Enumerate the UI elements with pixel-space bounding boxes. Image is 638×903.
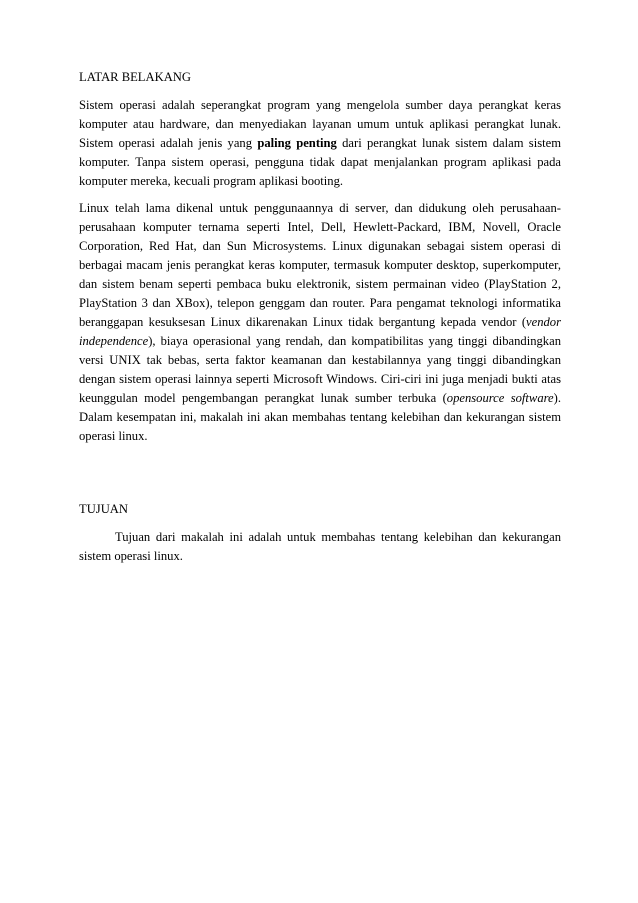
bold-phrase: paling penting (257, 136, 337, 150)
paragraph-text: Linux telah lama dikenal untuk penggunaannya di server, dan didukung oleh perusahaan-perusahaan komputer ternama seperti Intel, Dell, Hewlett-Packard, IBM, Novell, Oracle Corporation, Red Hat, dan Sun Microsystems. Linux digunakan sebagai sistem operasi di berbagai macam jenis perangkat keras komputer, termasuk komputer desktop, superkomputer, dan sistem benam seperti pembaca buku elektronik, sistem permainan video (PlayStation 2, PlayStation 3 dan XBox), telepon genggam dan router. Para pengamat teknologi informatika beranggapan kesuksesan Linux dikarenakan Linux tidak bergantung kepada vendor ( (79, 201, 561, 329)
heading-tujuan: TUJUAN (79, 502, 128, 516)
italic-phrase-opensource-software: opensource software (446, 391, 554, 405)
paragraph-tujuan: Tujuan dari makalah ini adalah untuk membahas tentang kelebihan dan kekurangan sistem operasi linux. (79, 530, 561, 563)
heading-latar-belakang: LATAR BELAKANG (79, 70, 191, 84)
paragraph-sistem-operasi (79, 96, 561, 191)
paragraph-text: ), biaya operasional yang rendah, dan kompatibilitas yang tinggi dibandingkan versi UNIX tak bebas, serta faktor keamanan dan kestabilannya yang tinggi dibandingkan dengan sistem operasi lainnya seperti Microsoft Windows. Ciri-ciri ini juga menjadi bukti atas keunggulan model pengembangan perangkat lunak sumber terbuka ( (79, 334, 561, 405)
paragraph-linux (79, 199, 561, 446)
section-spacer (79, 454, 561, 500)
document-body (79, 68, 561, 574)
paragraph-text: ). Dalam kesempatan ini, makalah ini akan membahas tentang kelebihan dan kekurangan sistem operasi linux. (79, 391, 561, 443)
italic-phrase-vendor-independence: vendor independence (79, 315, 561, 348)
paragraph-text: dari perangkat lunak sistem dalam sistem komputer. Tanpa sistem operasi, pengguna tidak dapat menjalankan program aplikasi pada komputer mereka, kecuali program aplikasi booting. (79, 136, 561, 188)
paragraph-text: Sistem operasi adalah seperangkat program yang mengelola sumber daya perangkat keras komputer atau hardware, dan menyediakan layanan umum untuk aplikasi perangkat lunak. Sistem operasi adalah jenis yang (79, 98, 561, 150)
